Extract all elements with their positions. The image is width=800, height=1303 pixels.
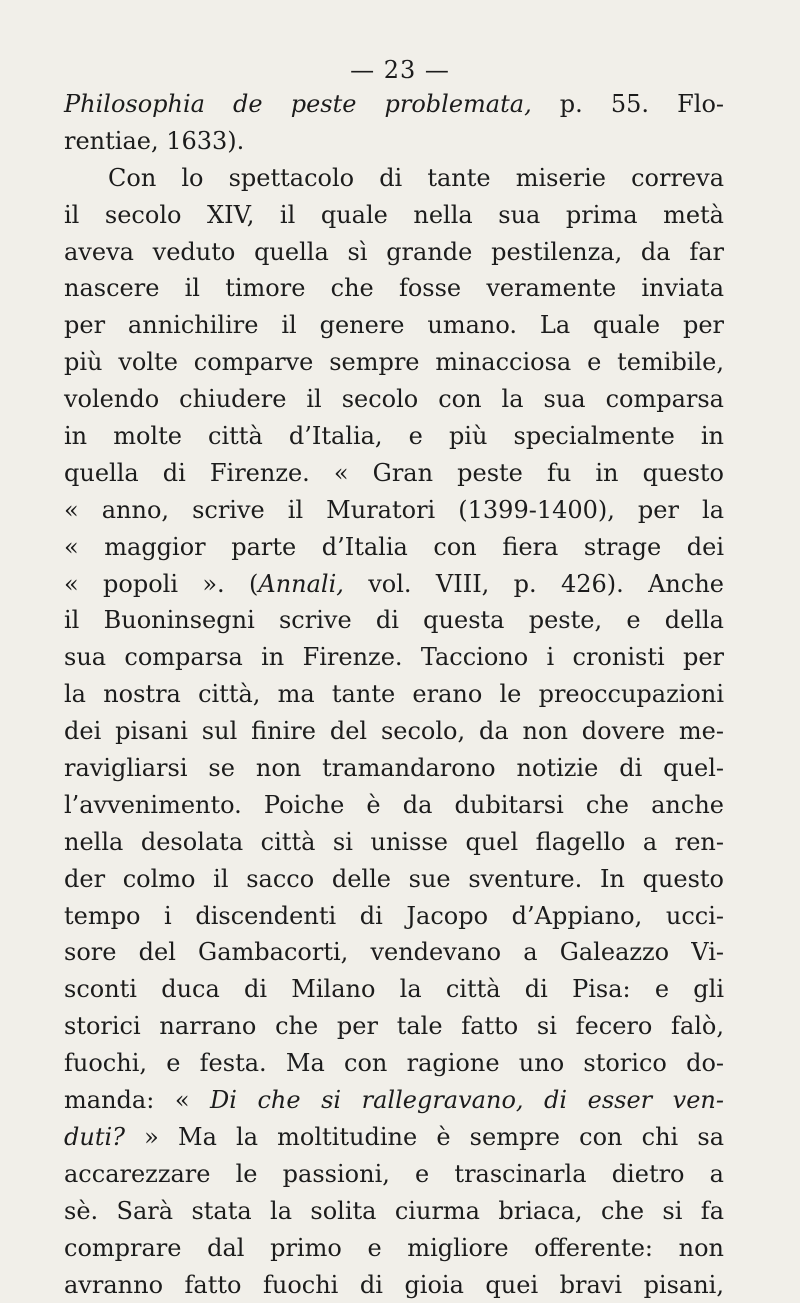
text-line: per annichilire il genere umano. La quale per bbox=[64, 307, 724, 344]
body-text bbox=[64, 86, 724, 1303]
text-line: più volte comparve sempre minacciosa e temibile, bbox=[64, 344, 724, 381]
text-line: « anno, scrive il Muratori (1399-1400), per la bbox=[64, 492, 724, 529]
italic-text-span: Di che si rallegravano, di esser ven- bbox=[210, 1086, 724, 1114]
text-line: il Buoninsegni scrive di questa peste, e della bbox=[64, 602, 724, 639]
text-span: manda: « bbox=[64, 1086, 210, 1114]
text-line: der colmo il sacco delle sue sventure. In questo bbox=[64, 861, 724, 898]
text-line: nella desolata città si unisse quel flagello a ren- bbox=[64, 824, 724, 861]
text-line: in molte città d’Italia, e più specialmente in bbox=[64, 418, 724, 455]
text-line: fuochi, e festa. Ma con ragione uno storico do- bbox=[64, 1045, 724, 1082]
text-span: vol. VIII, p. 426). Anche bbox=[344, 570, 724, 598]
text-line: dei pisani sul finire del secolo, da non dovere me- bbox=[64, 713, 724, 750]
text-span: p. 55. Flo- bbox=[532, 90, 724, 118]
text-span: » Ma la moltitudine è sempre con chi sa bbox=[125, 1123, 724, 1151]
text-line: sè. Sarà stata la solita ciurma briaca, che si fa bbox=[64, 1193, 724, 1230]
text-line: « maggior parte d’Italia con fiera strage dei bbox=[64, 529, 724, 566]
text-line bbox=[64, 86, 724, 123]
italic-text-span: Philosophia de peste problemata, bbox=[64, 90, 532, 118]
text-line: sore del Gambacorti, vendevano a Galeazzo Vi- bbox=[64, 934, 724, 971]
italic-text-span: duti? bbox=[64, 1123, 125, 1151]
text-line bbox=[64, 566, 724, 603]
text-line: nascere il timore che fosse veramente inviata bbox=[64, 270, 724, 307]
text-line: quella di Firenze. « Gran peste fu in questo bbox=[64, 455, 724, 492]
text-line: l’avvenimento. Poiche è da dubitarsi che anche bbox=[64, 787, 724, 824]
text-span: « popoli ». ( bbox=[64, 570, 258, 598]
text-line: ravigliarsi se non tramandarono notizie di quel- bbox=[64, 750, 724, 787]
text-line: sua comparsa in Firenze. Tacciono i cronisti per bbox=[64, 639, 724, 676]
text-line: storici narrano che per tale fatto si fecero falò, bbox=[64, 1008, 724, 1045]
text-line: comprare dal primo e migliore offerente: non bbox=[64, 1230, 724, 1267]
italic-text-span: Annali, bbox=[258, 570, 344, 598]
text-line: volendo chiudere il secolo con la sua comparsa bbox=[64, 381, 724, 418]
text-line: Con lo spettacolo di tante miserie correva bbox=[64, 160, 724, 197]
text-line: avranno fatto fuochi di gioia quei bravi pisani, bbox=[64, 1267, 724, 1303]
text-line: tempo i discendenti di Jacopo d’Appiano, ucci- bbox=[64, 898, 724, 935]
text-line: rentiae, 1633). bbox=[64, 123, 724, 160]
text-line bbox=[64, 1119, 724, 1156]
text-line bbox=[64, 1082, 724, 1119]
text-line: il secolo XIV, il quale nella sua prima metà bbox=[64, 197, 724, 234]
text-line: la nostra città, ma tante erano le preoccupazioni bbox=[64, 676, 724, 713]
text-line: accarezzare le passioni, e trascinarla dietro a bbox=[64, 1156, 724, 1193]
page-number: — 23 — bbox=[0, 56, 800, 84]
text-line: sconti duca di Milano la città di Pisa: e gli bbox=[64, 971, 724, 1008]
text-line: aveva veduto quella sì grande pestilenza, da far bbox=[64, 234, 724, 271]
